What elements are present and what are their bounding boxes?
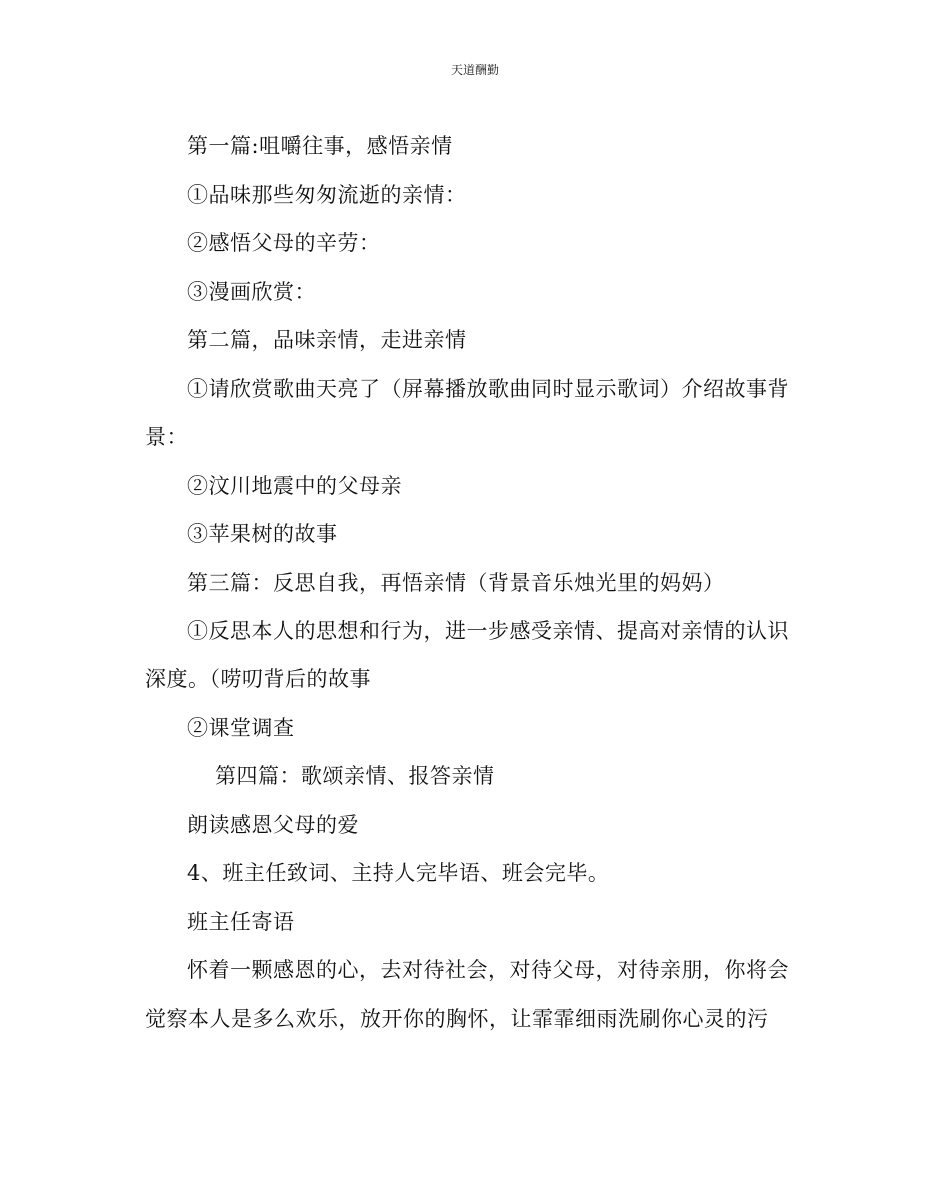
paragraph-line: ②感悟父母的辛劳： xyxy=(187,231,381,255)
page-header: 天道酬勤 xyxy=(450,63,499,77)
paragraph-line: ③漫画欣赏： xyxy=(187,280,316,304)
paragraph-line: 怀着一颗感恩的心，去对待社会，对待父母，对待亲朋，你将会 xyxy=(187,958,789,982)
section-heading-4: 第四篇：歌颂亲情、报答亲情 xyxy=(215,764,495,788)
section-heading-1: 第一篇:咀嚼往事，感悟亲情 xyxy=(187,134,453,158)
paragraph-line: 4、班主任致词、主持人完毕语、班会完毕。 xyxy=(187,861,610,885)
paragraph-line: ③苹果树的故事 xyxy=(187,522,338,546)
paragraph-line: 朗读感恩父母的爱 xyxy=(187,813,359,837)
paragraph-line: ②课堂调查 xyxy=(187,716,295,740)
paragraph-line: ①请欣赏歌曲天亮了（屏幕播放歌曲同时显示歌词）介绍故事背 xyxy=(187,377,789,401)
paragraph-line: ①反思本人的思想和行为，进一步感受亲情、提高对亲情的认识 xyxy=(187,619,789,643)
paragraph-line: 景： xyxy=(145,425,188,449)
paragraph-line: ①品味那些匆匆流逝的亲情： xyxy=(187,183,467,207)
section-heading-2: 第二篇，品味亲情，走进亲情 xyxy=(187,328,467,352)
paragraph-line: ②汶川地震中的父母亲 xyxy=(187,474,402,498)
paragraph-line: 觉察本人是多么欢乐，放开你的胸怀，让霏霏细雨洗刷你心灵的污 xyxy=(145,1007,769,1031)
section-heading-3: 第三篇：反思自我，再悟亲情（背景音乐烛光里的妈妈） xyxy=(187,571,725,595)
subheading: 班主任寄语 xyxy=(187,910,295,934)
paragraph-line: 深度。（唠叨背后的故事 xyxy=(145,667,371,691)
